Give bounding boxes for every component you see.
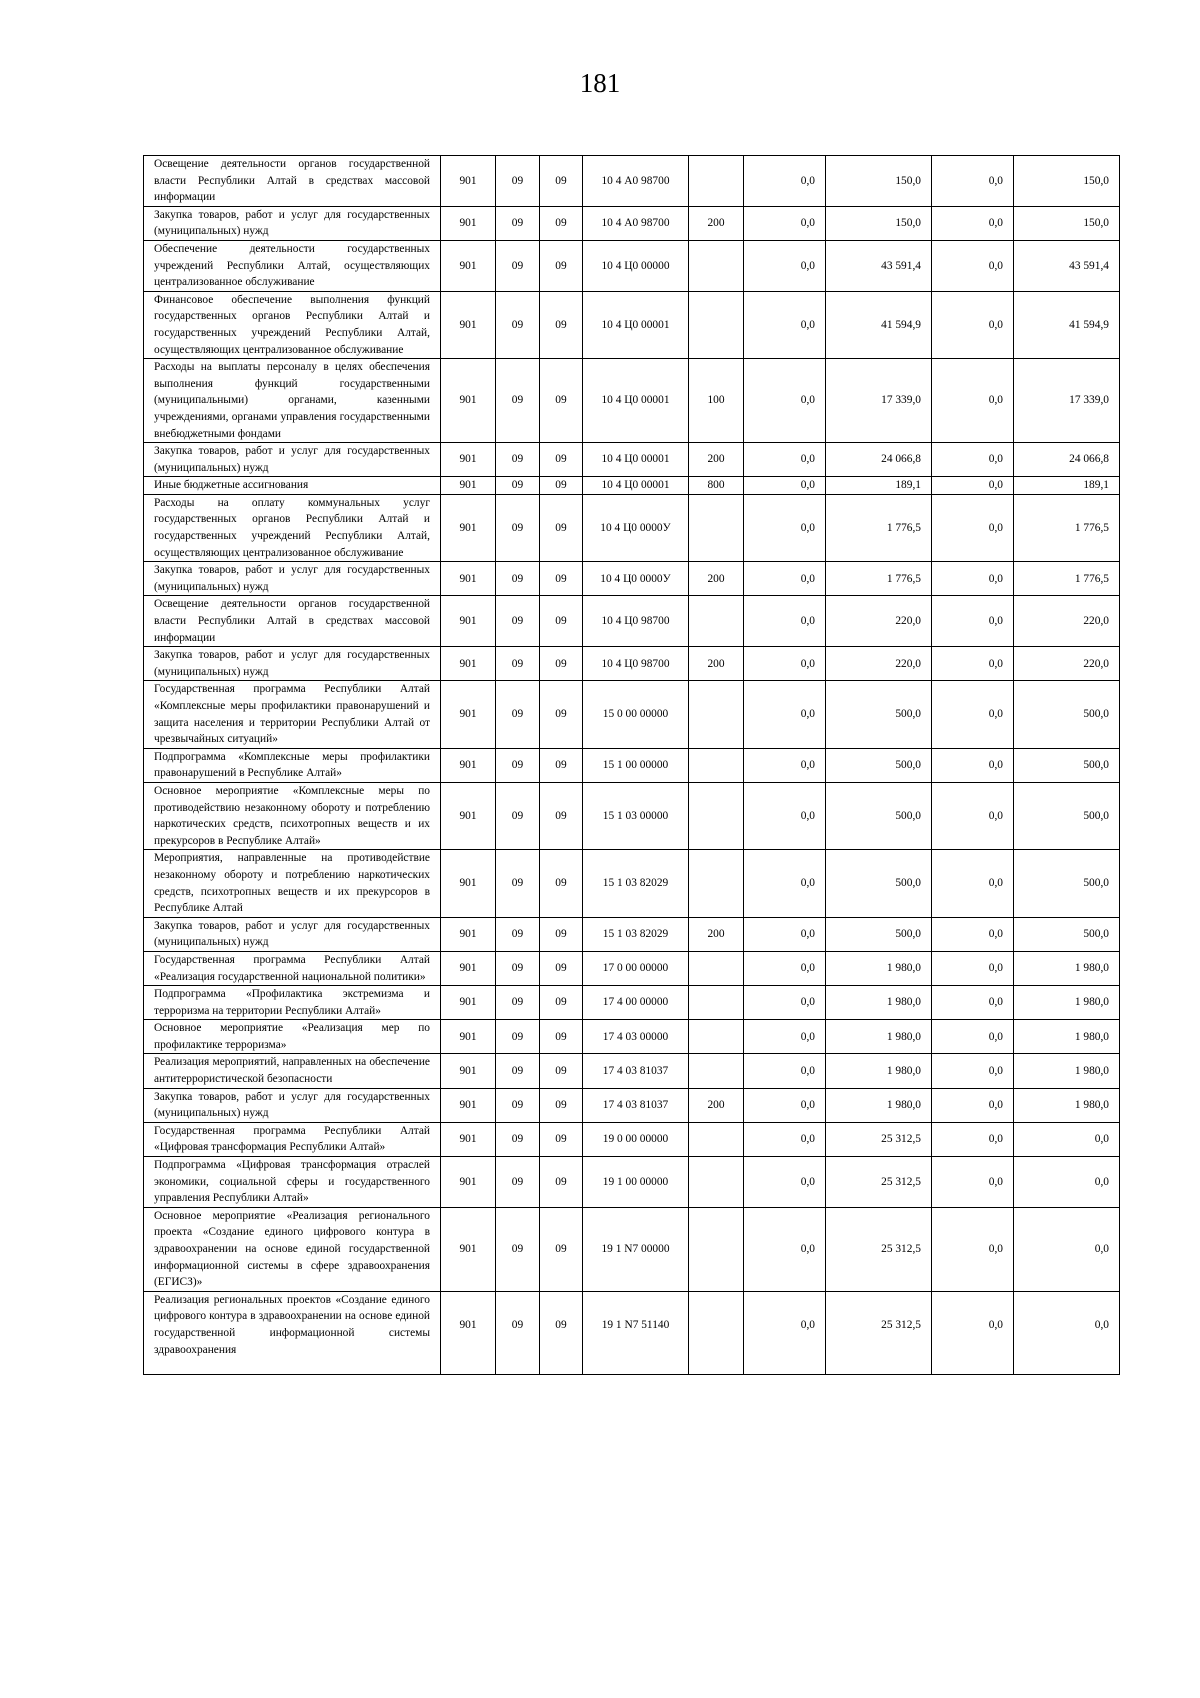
amount-col-1: 0,0 bbox=[744, 986, 826, 1020]
admin-code: 901 bbox=[441, 850, 496, 917]
amount-col-4: 17 339,0 bbox=[1014, 359, 1120, 443]
amount-col-2: 150,0 bbox=[826, 206, 932, 240]
expense-type-code bbox=[689, 156, 744, 207]
amount-col-1: 0,0 bbox=[744, 477, 826, 495]
amount-col-1: 0,0 bbox=[744, 1088, 826, 1122]
amount-col-3: 0,0 bbox=[932, 206, 1014, 240]
table-row bbox=[144, 156, 1120, 207]
expense-type-code: 100 bbox=[689, 359, 744, 443]
row-name: Государственная программа Республики Алтай «Цифровая трансформация Республики Алтай» bbox=[144, 1122, 441, 1156]
amount-col-1: 0,0 bbox=[744, 359, 826, 443]
target-article-code: 17 4 03 81037 bbox=[583, 1088, 689, 1122]
amount-col-2: 1 776,5 bbox=[826, 562, 932, 596]
subsection-code: 09 bbox=[540, 156, 583, 207]
row-name: Государственная программа Республики Алтай «Реализация государственной национальной политики» bbox=[144, 951, 441, 985]
row-name: Закупка товаров, работ и услуг для государственных (муниципальных) нужд bbox=[144, 917, 441, 951]
table-row bbox=[144, 1088, 1120, 1122]
amount-col-4: 500,0 bbox=[1014, 850, 1120, 917]
amount-col-2: 220,0 bbox=[826, 596, 932, 647]
row-name: Реализация региональных проектов «Создание единого цифрового контура в здравоохранении на основе единой государственной информационной системы здравоохранения bbox=[144, 1291, 441, 1374]
subsection-code: 09 bbox=[540, 1054, 583, 1088]
section-code: 09 bbox=[496, 917, 540, 951]
amount-col-2: 500,0 bbox=[826, 782, 932, 849]
subsection-code: 09 bbox=[540, 596, 583, 647]
section-code: 09 bbox=[496, 443, 540, 477]
amount-col-4: 500,0 bbox=[1014, 782, 1120, 849]
admin-code: 901 bbox=[441, 1157, 496, 1208]
table-row bbox=[144, 1020, 1120, 1054]
subsection-code: 09 bbox=[540, 917, 583, 951]
target-article-code: 10 4 А0 98700 bbox=[583, 156, 689, 207]
expense-type-code bbox=[689, 240, 744, 291]
expense-type-code bbox=[689, 596, 744, 647]
amount-col-3: 0,0 bbox=[932, 647, 1014, 681]
table-row bbox=[144, 986, 1120, 1020]
admin-code: 901 bbox=[441, 596, 496, 647]
amount-col-2: 1 980,0 bbox=[826, 1088, 932, 1122]
amount-col-4: 43 591,4 bbox=[1014, 240, 1120, 291]
section-code: 09 bbox=[496, 1088, 540, 1122]
admin-code: 901 bbox=[441, 1088, 496, 1122]
target-article-code: 10 4 А0 98700 bbox=[583, 206, 689, 240]
target-article-code: 15 1 03 00000 bbox=[583, 782, 689, 849]
amount-col-2: 1 980,0 bbox=[826, 951, 932, 985]
table-row bbox=[144, 1054, 1120, 1088]
amount-col-2: 25 312,5 bbox=[826, 1207, 932, 1291]
expense-type-code bbox=[689, 494, 744, 561]
subsection-code: 09 bbox=[540, 1291, 583, 1374]
section-code: 09 bbox=[496, 681, 540, 748]
amount-col-2: 25 312,5 bbox=[826, 1291, 932, 1374]
section-code: 09 bbox=[496, 850, 540, 917]
subsection-code: 09 bbox=[540, 206, 583, 240]
subsection-code: 09 bbox=[540, 986, 583, 1020]
amount-col-4: 0,0 bbox=[1014, 1157, 1120, 1208]
amount-col-3: 0,0 bbox=[932, 1122, 1014, 1156]
row-name: Государственная программа Республики Алтай «Комплексные меры профилактики правонарушений и защита населения и территории Республики Алтай от чрезвычайных ситуаций» bbox=[144, 681, 441, 748]
expense-type-code: 800 bbox=[689, 477, 744, 495]
table-row bbox=[144, 443, 1120, 477]
section-code: 09 bbox=[496, 1207, 540, 1291]
amount-col-4: 150,0 bbox=[1014, 206, 1120, 240]
amount-col-1: 0,0 bbox=[744, 443, 826, 477]
admin-code: 901 bbox=[441, 917, 496, 951]
row-name: Освещение деятельности органов государственной власти Республики Алтай в средствах массовой информации bbox=[144, 596, 441, 647]
amount-col-3: 0,0 bbox=[932, 1020, 1014, 1054]
target-article-code: 15 1 00 00000 bbox=[583, 748, 689, 782]
target-article-code: 17 4 00 00000 bbox=[583, 986, 689, 1020]
expense-type-code bbox=[689, 986, 744, 1020]
amount-col-2: 25 312,5 bbox=[826, 1122, 932, 1156]
admin-code: 901 bbox=[441, 647, 496, 681]
amount-col-3: 0,0 bbox=[932, 562, 1014, 596]
table-row bbox=[144, 596, 1120, 647]
row-name: Основное мероприятие «Реализация мер по профилактике терроризма» bbox=[144, 1020, 441, 1054]
amount-col-3: 0,0 bbox=[932, 782, 1014, 849]
amount-col-3: 0,0 bbox=[932, 1088, 1014, 1122]
amount-col-2: 1 776,5 bbox=[826, 494, 932, 561]
section-code: 09 bbox=[496, 748, 540, 782]
target-article-code: 17 4 03 81037 bbox=[583, 1054, 689, 1088]
row-name: Основное мероприятие «Комплексные меры по противодействию незаконному обороту и потреблению наркотических средств, психотропных веществ и их прекурсоров в Республике Алтай» bbox=[144, 782, 441, 849]
table-row bbox=[144, 1157, 1120, 1208]
amount-col-1: 0,0 bbox=[744, 206, 826, 240]
subsection-code: 09 bbox=[540, 494, 583, 561]
target-article-code: 17 0 00 00000 bbox=[583, 951, 689, 985]
amount-col-2: 41 594,9 bbox=[826, 291, 932, 358]
subsection-code: 09 bbox=[540, 240, 583, 291]
admin-code: 901 bbox=[441, 291, 496, 358]
amount-col-1: 0,0 bbox=[744, 782, 826, 849]
amount-col-2: 24 066,8 bbox=[826, 443, 932, 477]
table-row bbox=[144, 359, 1120, 443]
expense-type-code bbox=[689, 951, 744, 985]
admin-code: 901 bbox=[441, 1020, 496, 1054]
table-row bbox=[144, 291, 1120, 358]
row-name: Подпрограмма «Цифровая трансформация отраслей экономики, социальной сферы и государственного управления Республики Алтай» bbox=[144, 1157, 441, 1208]
section-code: 09 bbox=[496, 647, 540, 681]
amount-col-4: 1 980,0 bbox=[1014, 1088, 1120, 1122]
target-article-code: 15 0 00 00000 bbox=[583, 681, 689, 748]
row-name: Закупка товаров, работ и услуг для государственных (муниципальных) нужд bbox=[144, 1088, 441, 1122]
admin-code: 901 bbox=[441, 1207, 496, 1291]
amount-col-1: 0,0 bbox=[744, 1020, 826, 1054]
table-row bbox=[144, 1207, 1120, 1291]
target-article-code: 10 4 Ц0 98700 bbox=[583, 647, 689, 681]
target-article-code: 10 4 Ц0 00000 bbox=[583, 240, 689, 291]
target-article-code: 10 4 Ц0 0000У bbox=[583, 494, 689, 561]
amount-col-4: 150,0 bbox=[1014, 156, 1120, 207]
section-code: 09 bbox=[496, 1054, 540, 1088]
row-name: Расходы на выплаты персоналу в целях обеспечения выполнения функций государственными (муниципальными) органами, казенными учреждениями, органами управления государственными внебюджетными фондами bbox=[144, 359, 441, 443]
amount-col-1: 0,0 bbox=[744, 291, 826, 358]
row-name: Реализация мероприятий, направленных на обеспечение антитеррористической безопасности bbox=[144, 1054, 441, 1088]
amount-col-4: 1 776,5 bbox=[1014, 562, 1120, 596]
amount-col-2: 220,0 bbox=[826, 647, 932, 681]
expense-type-code bbox=[689, 782, 744, 849]
expense-type-code: 200 bbox=[689, 917, 744, 951]
expense-type-code: 200 bbox=[689, 443, 744, 477]
amount-col-2: 500,0 bbox=[826, 681, 932, 748]
row-name: Закупка товаров, работ и услуг для государственных (муниципальных) нужд bbox=[144, 647, 441, 681]
admin-code: 901 bbox=[441, 782, 496, 849]
subsection-code: 09 bbox=[540, 359, 583, 443]
subsection-code: 09 bbox=[540, 1157, 583, 1208]
row-name: Иные бюджетные ассигнования bbox=[144, 477, 441, 495]
table-row bbox=[144, 681, 1120, 748]
amount-col-2: 1 980,0 bbox=[826, 986, 932, 1020]
admin-code: 901 bbox=[441, 156, 496, 207]
amount-col-4: 220,0 bbox=[1014, 596, 1120, 647]
amount-col-3: 0,0 bbox=[932, 240, 1014, 291]
amount-col-1: 0,0 bbox=[744, 681, 826, 748]
amount-col-4: 1 980,0 bbox=[1014, 1054, 1120, 1088]
section-code: 09 bbox=[496, 951, 540, 985]
amount-col-3: 0,0 bbox=[932, 494, 1014, 561]
subsection-code: 09 bbox=[540, 443, 583, 477]
section-code: 09 bbox=[496, 1157, 540, 1208]
amount-col-2: 25 312,5 bbox=[826, 1157, 932, 1208]
expense-type-code bbox=[689, 850, 744, 917]
amount-col-2: 189,1 bbox=[826, 477, 932, 495]
table-row bbox=[144, 647, 1120, 681]
expense-type-code bbox=[689, 681, 744, 748]
amount-col-1: 0,0 bbox=[744, 1054, 826, 1088]
amount-col-3: 0,0 bbox=[932, 1291, 1014, 1374]
amount-col-1: 0,0 bbox=[744, 1291, 826, 1374]
section-code: 09 bbox=[496, 359, 540, 443]
target-article-code: 10 4 Ц0 00001 bbox=[583, 477, 689, 495]
admin-code: 901 bbox=[441, 1122, 496, 1156]
table-row bbox=[144, 562, 1120, 596]
table-body bbox=[144, 156, 1120, 1375]
amount-col-3: 0,0 bbox=[932, 291, 1014, 358]
expense-type-code bbox=[689, 1020, 744, 1054]
amount-col-1: 0,0 bbox=[744, 1157, 826, 1208]
row-name: Расходы на оплату коммунальных услуг государственных органов Республики Алтай и государственных учреждений Республики Алтай, осуществляющих централизованное обслуживание bbox=[144, 494, 441, 561]
amount-col-4: 0,0 bbox=[1014, 1207, 1120, 1291]
amount-col-4: 500,0 bbox=[1014, 748, 1120, 782]
target-article-code: 19 1 N7 00000 bbox=[583, 1207, 689, 1291]
section-code: 09 bbox=[496, 1122, 540, 1156]
amount-col-4: 220,0 bbox=[1014, 647, 1120, 681]
expense-type-code bbox=[689, 1122, 744, 1156]
row-name: Финансовое обеспечение выполнения функций государственных органов Республики Алтай и государственных учреждений Республики Алтай, осуществляющих централизованное обслуживание bbox=[144, 291, 441, 358]
admin-code: 901 bbox=[441, 986, 496, 1020]
amount-col-3: 0,0 bbox=[932, 748, 1014, 782]
subsection-code: 09 bbox=[540, 1122, 583, 1156]
row-name: Обеспечение деятельности государственных учреждений Республики Алтай, осуществляющих централизованное обслуживание bbox=[144, 240, 441, 291]
admin-code: 901 bbox=[441, 748, 496, 782]
amount-col-4: 500,0 bbox=[1014, 917, 1120, 951]
amount-col-4: 1 980,0 bbox=[1014, 1020, 1120, 1054]
admin-code: 901 bbox=[441, 443, 496, 477]
amount-col-2: 1 980,0 bbox=[826, 1054, 932, 1088]
expense-type-code bbox=[689, 291, 744, 358]
section-code: 09 bbox=[496, 494, 540, 561]
table-row bbox=[144, 917, 1120, 951]
table-row bbox=[144, 951, 1120, 985]
expense-type-code: 200 bbox=[689, 562, 744, 596]
row-name: Закупка товаров, работ и услуг для государственных (муниципальных) нужд bbox=[144, 443, 441, 477]
amount-col-3: 0,0 bbox=[932, 156, 1014, 207]
table-row bbox=[144, 240, 1120, 291]
expense-type-code: 200 bbox=[689, 647, 744, 681]
amount-col-3: 0,0 bbox=[932, 1157, 1014, 1208]
admin-code: 901 bbox=[441, 1054, 496, 1088]
amount-col-2: 43 591,4 bbox=[826, 240, 932, 291]
target-article-code: 15 1 03 82029 bbox=[583, 850, 689, 917]
admin-code: 901 bbox=[441, 206, 496, 240]
row-name: Закупка товаров, работ и услуг для государственных (муниципальных) нужд bbox=[144, 206, 441, 240]
row-name: Подпрограмма «Комплексные меры профилактики правонарушений в Республике Алтай» bbox=[144, 748, 441, 782]
admin-code: 901 bbox=[441, 681, 496, 748]
target-article-code: 17 4 03 00000 bbox=[583, 1020, 689, 1054]
amount-col-4: 500,0 bbox=[1014, 681, 1120, 748]
target-article-code: 10 4 Ц0 98700 bbox=[583, 596, 689, 647]
amount-col-1: 0,0 bbox=[744, 156, 826, 207]
target-article-code: 10 4 Ц0 00001 bbox=[583, 291, 689, 358]
subsection-code: 09 bbox=[540, 1207, 583, 1291]
subsection-code: 09 bbox=[540, 782, 583, 849]
amount-col-2: 500,0 bbox=[826, 917, 932, 951]
section-code: 09 bbox=[496, 782, 540, 849]
admin-code: 901 bbox=[441, 240, 496, 291]
amount-col-1: 0,0 bbox=[744, 647, 826, 681]
admin-code: 901 bbox=[441, 951, 496, 985]
target-article-code: 19 1 N7 51140 bbox=[583, 1291, 689, 1374]
target-article-code: 10 4 Ц0 0000У bbox=[583, 562, 689, 596]
amount-col-3: 0,0 bbox=[932, 1054, 1014, 1088]
amount-col-1: 0,0 bbox=[744, 494, 826, 561]
amount-col-4: 1 776,5 bbox=[1014, 494, 1120, 561]
subsection-code: 09 bbox=[540, 291, 583, 358]
page-number: 181 bbox=[579, 68, 621, 98]
expense-type-code bbox=[689, 1207, 744, 1291]
amount-col-3: 0,0 bbox=[932, 986, 1014, 1020]
row-name: Основное мероприятие «Реализация регионального проекта «Создание единого цифрового контура в здравоохранении на основе единой государственной информационной системы в сфере здравоохранения (ЕГИСЗ)» bbox=[144, 1207, 441, 1291]
section-code: 09 bbox=[496, 156, 540, 207]
amount-col-1: 0,0 bbox=[744, 596, 826, 647]
budget-table bbox=[143, 155, 1120, 1375]
amount-col-1: 0,0 bbox=[744, 240, 826, 291]
expense-type-code bbox=[689, 748, 744, 782]
amount-col-4: 0,0 bbox=[1014, 1122, 1120, 1156]
expense-type-code: 200 bbox=[689, 1088, 744, 1122]
amount-col-3: 0,0 bbox=[932, 359, 1014, 443]
amount-col-3: 0,0 bbox=[932, 1207, 1014, 1291]
row-name: Подпрограмма «Профилактика экстремизма и терроризма на территории Республики Алтай» bbox=[144, 986, 441, 1020]
section-code: 09 bbox=[496, 291, 540, 358]
amount-col-3: 0,0 bbox=[932, 681, 1014, 748]
table-row bbox=[144, 748, 1120, 782]
amount-col-3: 0,0 bbox=[932, 917, 1014, 951]
subsection-code: 09 bbox=[540, 951, 583, 985]
subsection-code: 09 bbox=[540, 647, 583, 681]
subsection-code: 09 bbox=[540, 850, 583, 917]
amount-col-1: 0,0 bbox=[744, 850, 826, 917]
amount-col-1: 0,0 bbox=[744, 1122, 826, 1156]
expense-type-code bbox=[689, 1157, 744, 1208]
amount-col-1: 0,0 bbox=[744, 748, 826, 782]
section-code: 09 bbox=[496, 477, 540, 495]
amount-col-3: 0,0 bbox=[932, 951, 1014, 985]
admin-code: 901 bbox=[441, 477, 496, 495]
subsection-code: 09 bbox=[540, 1020, 583, 1054]
amount-col-2: 500,0 bbox=[826, 748, 932, 782]
amount-col-4: 41 594,9 bbox=[1014, 291, 1120, 358]
amount-col-1: 0,0 bbox=[744, 1207, 826, 1291]
section-code: 09 bbox=[496, 1020, 540, 1054]
subsection-code: 09 bbox=[540, 477, 583, 495]
table-row bbox=[144, 206, 1120, 240]
row-name: Освещение деятельности органов государственной власти Республики Алтай в средствах массовой информации bbox=[144, 156, 441, 207]
amount-col-2: 500,0 bbox=[826, 850, 932, 917]
amount-col-1: 0,0 bbox=[744, 562, 826, 596]
expense-type-code: 200 bbox=[689, 206, 744, 240]
section-code: 09 bbox=[496, 240, 540, 291]
amount-col-2: 1 980,0 bbox=[826, 1020, 932, 1054]
amount-col-4: 1 980,0 bbox=[1014, 951, 1120, 985]
amount-col-4: 1 980,0 bbox=[1014, 986, 1120, 1020]
amount-col-2: 150,0 bbox=[826, 156, 932, 207]
section-code: 09 bbox=[496, 562, 540, 596]
subsection-code: 09 bbox=[540, 681, 583, 748]
section-code: 09 bbox=[496, 596, 540, 647]
admin-code: 901 bbox=[441, 494, 496, 561]
amount-col-3: 0,0 bbox=[932, 443, 1014, 477]
amount-col-4: 0,0 bbox=[1014, 1291, 1120, 1374]
subsection-code: 09 bbox=[540, 562, 583, 596]
table-row bbox=[144, 477, 1120, 495]
section-code: 09 bbox=[496, 1291, 540, 1374]
target-article-code: 15 1 03 82029 bbox=[583, 917, 689, 951]
row-name: Мероприятия, направленные на противодействие незаконному обороту и потреблению наркотических средств, психотропных веществ и их прекурсоров в Республике Алтай bbox=[144, 850, 441, 917]
expense-type-code bbox=[689, 1291, 744, 1374]
admin-code: 901 bbox=[441, 562, 496, 596]
subsection-code: 09 bbox=[540, 748, 583, 782]
expense-type-code bbox=[689, 1054, 744, 1088]
amount-col-1: 0,0 bbox=[744, 951, 826, 985]
amount-col-4: 24 066,8 bbox=[1014, 443, 1120, 477]
target-article-code: 10 4 Ц0 00001 bbox=[583, 443, 689, 477]
table-row bbox=[144, 494, 1120, 561]
admin-code: 901 bbox=[441, 359, 496, 443]
section-code: 09 bbox=[496, 986, 540, 1020]
target-article-code: 19 0 00 00000 bbox=[583, 1122, 689, 1156]
target-article-code: 10 4 Ц0 00001 bbox=[583, 359, 689, 443]
amount-col-2: 17 339,0 bbox=[826, 359, 932, 443]
target-article-code: 19 1 00 00000 bbox=[583, 1157, 689, 1208]
admin-code: 901 bbox=[441, 1291, 496, 1374]
amount-col-1: 0,0 bbox=[744, 917, 826, 951]
table-row bbox=[144, 1291, 1120, 1374]
row-name: Закупка товаров, работ и услуг для государственных (муниципальных) нужд bbox=[144, 562, 441, 596]
amount-col-3: 0,0 bbox=[932, 596, 1014, 647]
table-row bbox=[144, 1122, 1120, 1156]
table-row bbox=[144, 850, 1120, 917]
amount-col-3: 0,0 bbox=[932, 850, 1014, 917]
table-row bbox=[144, 782, 1120, 849]
section-code: 09 bbox=[496, 206, 540, 240]
subsection-code: 09 bbox=[540, 1088, 583, 1122]
amount-col-3: 0,0 bbox=[932, 477, 1014, 495]
amount-col-4: 189,1 bbox=[1014, 477, 1120, 495]
